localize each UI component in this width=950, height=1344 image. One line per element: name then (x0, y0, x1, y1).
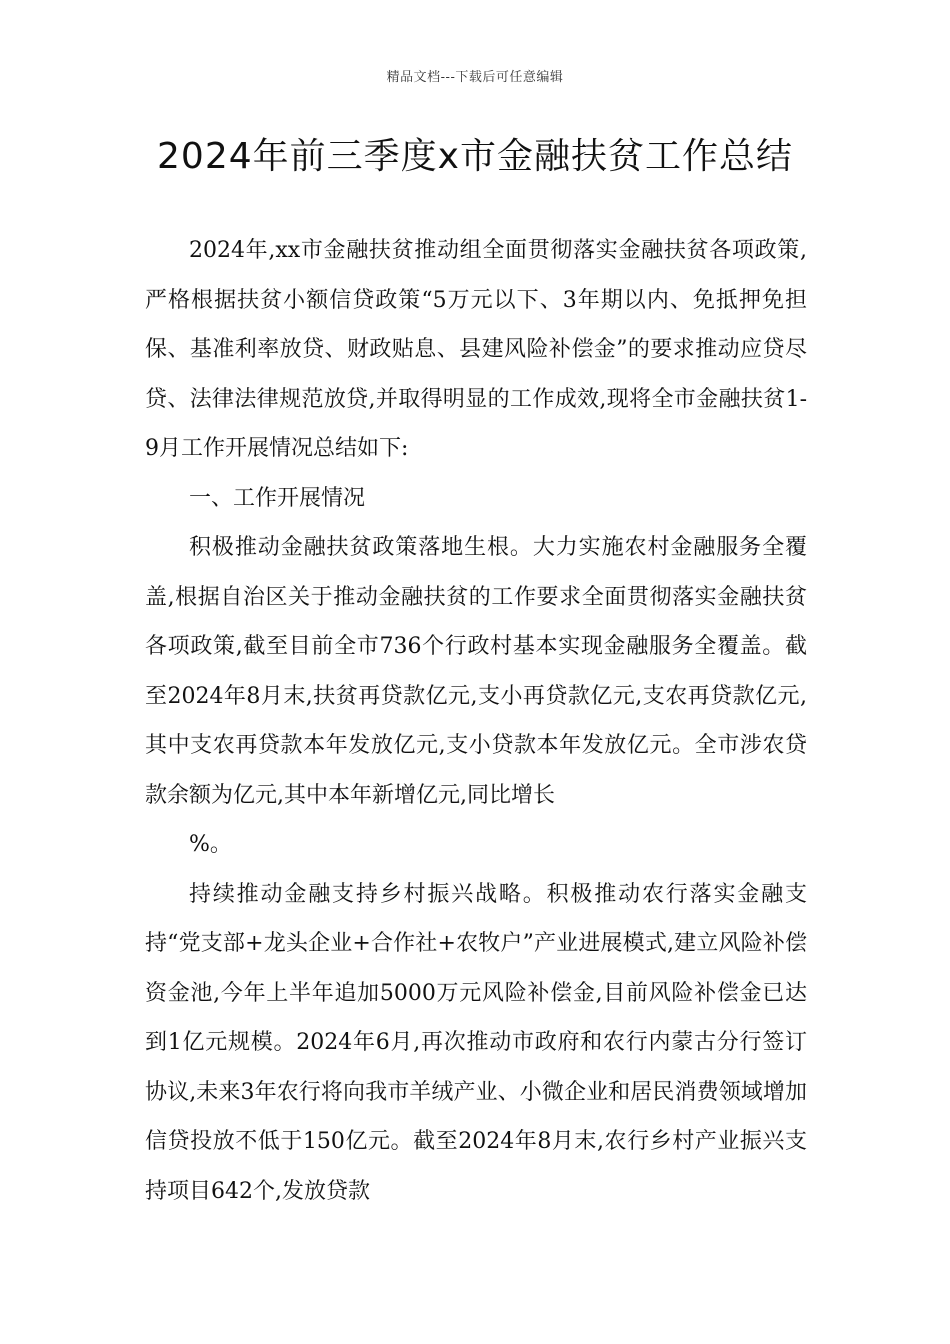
page-header-note: 精品文档---下载后可任意编辑 (386, 70, 564, 85)
paragraph-policy: 积极推动金融扶贫政策落地生根。大力实施农村金融服务全覆盖,根据自治区关于推动金融扶贫的工作要求全面贯彻落实金融扶贫各项政策,截至目前全市736个行政村基本实现金融服务全覆盖。截至2024年8月末,扶贫再贷款亿元,支小再贷款亿元,支农再贷款亿元,其中支农再贷款本年发放亿元,支小贷款本年发放亿元。全市涉农贷款余额为亿元,其中本年新增亿元,同比增长 (145, 535, 807, 808)
paragraph-rural-revitalization: 持续推动金融支持乡村振兴战略。积极推动农行落实金融支持“党支部+龙头企业+合作社+农牧户”产业进展模式,建立风险补偿资金池,今年上半年追加5000万元风险补偿金,目前风险补偿金已达到1亿元规模。2024年6月,再次推动市政府和农行内蒙古分行签订协议,未来3年农行将向我市羊绒产业、小微企业和居民消费领域增加信贷投放不低于150亿元。截至2024年8月末,农行乡村产业振兴支持项目642个,发放贷款 (145, 881, 807, 1204)
paragraph-percent: %。 (189, 832, 232, 857)
document-body (145, 226, 807, 1216)
paragraph-intro: 2024年,xx市金融扶贫推动组全面贯彻落实金融扶贫各项政策,严格根据扶贫小额信贷政策“5万元以下、3年期以内、免抵押免担保、基准利率放贷、财政贴息、县建风险补偿金”的要求推动应贷尽贷、法律法律规范放贷,并取得明显的工作成效,现将全市金融扶贫1-9月工作开展情况总结如下: (145, 238, 807, 461)
section-heading: 一、工作开展情况 (189, 485, 366, 511)
document-title: 2024年前三季度x市金融扶贫工作总结 (157, 136, 793, 177)
